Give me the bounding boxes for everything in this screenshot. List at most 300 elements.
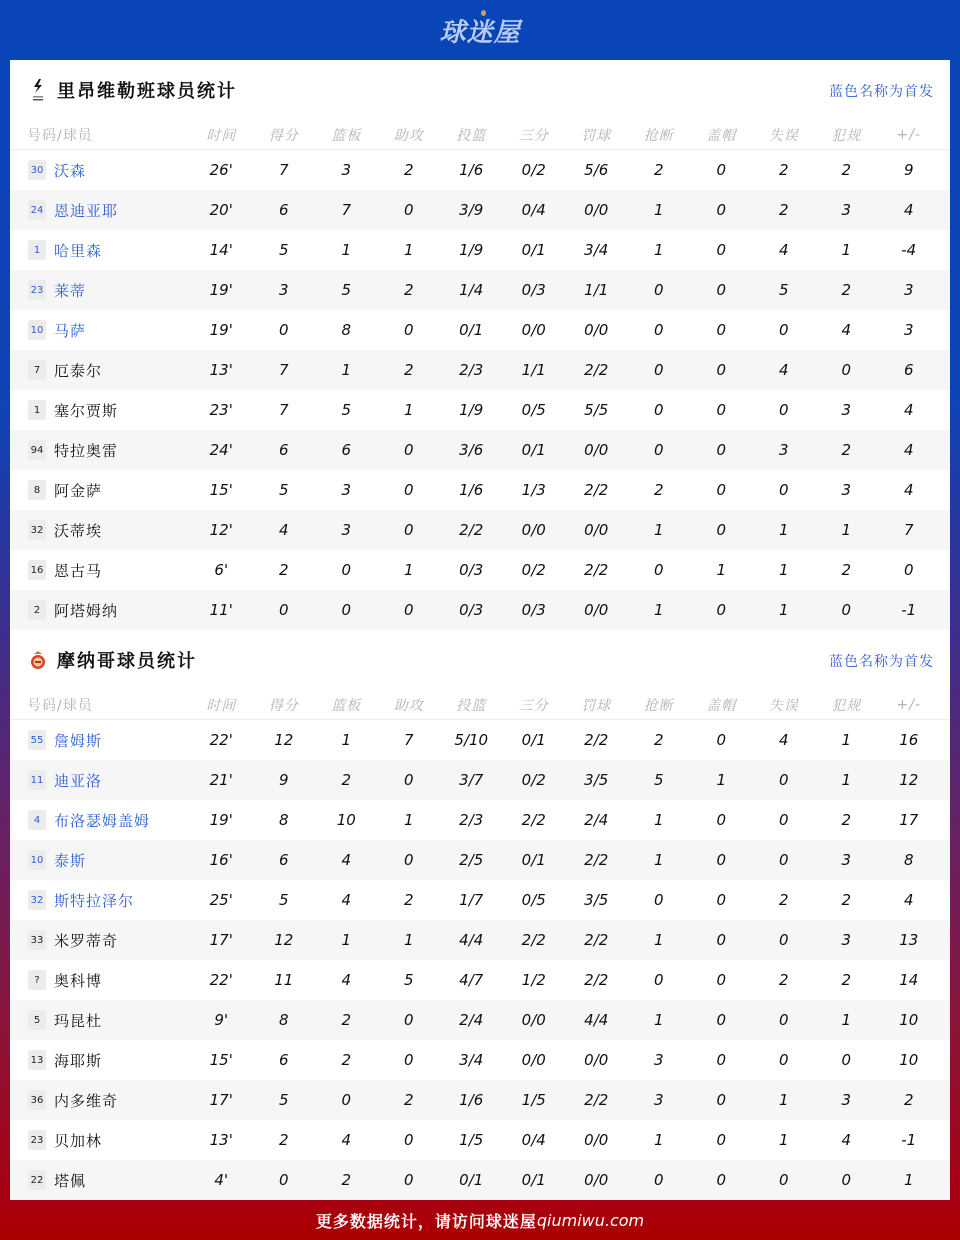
column-header-rebounds[interactable]: 篮板	[331, 697, 362, 714]
stat-minutes: 20'	[209, 201, 233, 219]
stat-steals: 1	[653, 851, 664, 869]
stat-plus-minus: 4	[903, 401, 914, 419]
column-header-blocks[interactable]: 盖帽	[706, 127, 737, 144]
stat-minutes: 13'	[209, 1131, 233, 1149]
stat-plus-minus: 4	[903, 891, 914, 909]
stat-turnovers: 2	[778, 891, 789, 909]
stat-points: 0	[278, 1171, 289, 1189]
stat-rebounds: 5	[341, 281, 352, 299]
player-name[interactable]: 哈里森	[54, 241, 103, 260]
stat-minutes: 15'	[209, 1051, 233, 1069]
stat-blocks: 0	[716, 601, 727, 619]
jersey-number-badge: 4	[28, 810, 46, 830]
player-name[interactable]: 迪亚洛	[54, 771, 103, 790]
player-row[interactable]	[10, 1120, 950, 1160]
player-name[interactable]: 莱蒂	[54, 281, 87, 300]
stat-fg: 1/6	[459, 161, 484, 179]
stat-assists: 0	[403, 1131, 414, 1149]
stat-turnovers: 3	[778, 441, 789, 459]
stat-plus-minus: 6	[903, 361, 914, 379]
stat-steals: 1	[653, 931, 664, 949]
stat-three-pt: 0/1	[521, 731, 546, 749]
stat-points: 2	[278, 561, 289, 579]
stat-fouls: 1	[841, 1011, 852, 1029]
player-cell	[10, 200, 190, 221]
stat-fouls: 4	[841, 1131, 852, 1149]
stat-plus-minus: 3	[903, 321, 914, 339]
stat-turnovers: 1	[778, 521, 789, 539]
column-header-fg[interactable]: 投篮	[456, 127, 487, 144]
column-header-fouls[interactable]: 犯规	[831, 127, 862, 144]
stat-points: 0	[278, 321, 289, 339]
column-header-player[interactable]: 号码/球员	[27, 127, 93, 144]
stat-three-pt: 1/5	[521, 1091, 546, 1109]
stat-assists: 1	[403, 931, 414, 949]
column-header-turnovers[interactable]: 失误	[768, 697, 799, 714]
player-row[interactable]	[10, 310, 950, 350]
stat-three-pt: 0/1	[521, 441, 546, 459]
player-row[interactable]	[10, 840, 950, 880]
column-header-steals[interactable]: 抢断	[643, 697, 674, 714]
column-header-rebounds[interactable]: 篮板	[331, 127, 362, 144]
qiumiwu-logo[interactable]	[439, 12, 520, 49]
jersey-number-badge: 33	[28, 930, 46, 950]
stat-blocks: 0	[716, 401, 727, 419]
stat-blocks: 0	[716, 481, 727, 499]
stat-ft: 2/2	[584, 931, 609, 949]
player-row[interactable]	[10, 510, 950, 550]
column-header-fg[interactable]: 投篮	[456, 697, 487, 714]
stat-fouls: 2	[841, 441, 852, 459]
stat-turnovers: 0	[778, 481, 789, 499]
stat-steals: 2	[653, 161, 664, 179]
stat-blocks: 0	[716, 281, 727, 299]
stats-panel	[10, 60, 950, 1200]
player-cell	[10, 400, 190, 421]
stat-fouls: 2	[841, 891, 852, 909]
jersey-number-badge: 30	[28, 160, 46, 180]
stat-blocks: 0	[716, 1011, 727, 1029]
stat-ft: 3/5	[584, 891, 609, 909]
site-header	[0, 0, 960, 60]
stat-fg: 1/6	[459, 481, 484, 499]
player-row[interactable]	[10, 960, 950, 1000]
stat-fouls: 2	[841, 561, 852, 579]
team-stats-section	[10, 630, 950, 1200]
column-header-minutes[interactable]: 时间	[206, 127, 237, 144]
player-name[interactable]: 马萨	[54, 321, 87, 340]
stat-assists: 2	[403, 281, 414, 299]
stat-blocks: 1	[716, 561, 727, 579]
asvel-logo-icon	[28, 78, 48, 102]
stat-points: 6	[278, 851, 289, 869]
player-name[interactable]: 詹姆斯	[54, 731, 103, 750]
stat-plus-minus: 8	[903, 851, 914, 869]
player-cell	[10, 440, 190, 461]
player-row[interactable]	[10, 230, 950, 270]
jersey-number-badge: 23	[28, 280, 46, 300]
player-name[interactable]: 海耶斯	[54, 1051, 103, 1070]
stat-points: 12	[274, 731, 294, 749]
player-name[interactable]: 厄泰尔	[54, 361, 103, 380]
stat-assists: 2	[403, 1091, 414, 1109]
stat-ft: 5/5	[584, 401, 609, 419]
stat-turnovers: 0	[778, 811, 789, 829]
stat-points: 11	[274, 971, 294, 989]
stat-fg: 3/4	[459, 1051, 484, 1069]
stat-steals: 1	[653, 1011, 664, 1029]
jersey-number-badge: 24	[28, 200, 46, 220]
team-name: 摩纳哥球员统计	[57, 651, 197, 672]
stat-assists: 0	[403, 201, 414, 219]
stat-blocks: 0	[716, 321, 727, 339]
stat-rebounds: 4	[341, 851, 352, 869]
player-name[interactable]: 玛昆杜	[54, 1011, 103, 1030]
stat-assists: 0	[403, 601, 414, 619]
stat-fouls: 3	[841, 1091, 852, 1109]
team-stats-section	[10, 60, 950, 630]
logo-text: 球迷屋	[439, 17, 521, 48]
stat-turnovers: 0	[778, 1171, 789, 1189]
stat-points: 8	[278, 1011, 289, 1029]
player-name[interactable]: 沃蒂埃	[54, 521, 103, 540]
stat-points: 7	[278, 361, 289, 379]
stat-steals: 3	[653, 1091, 664, 1109]
stat-assists: 1	[403, 561, 414, 579]
player-cell	[10, 1170, 190, 1191]
stat-turnovers: 0	[778, 1051, 789, 1069]
stat-plus-minus: 16	[899, 731, 919, 749]
stat-plus-minus: 4	[903, 481, 914, 499]
stat-steals: 1	[653, 811, 664, 829]
stat-blocks: 0	[716, 1131, 727, 1149]
player-name[interactable]: 内多维奇	[54, 1091, 119, 1110]
stat-points: 5	[278, 241, 289, 259]
stat-minutes: 17'	[209, 931, 233, 949]
stat-blocks: 0	[716, 241, 727, 259]
player-name[interactable]: 泰斯	[54, 851, 87, 870]
stat-ft: 3/4	[584, 241, 609, 259]
stat-plus-minus: 13	[899, 931, 919, 949]
stat-fg: 0/3	[459, 561, 484, 579]
column-header-assists[interactable]: 助攻	[393, 697, 424, 714]
player-name[interactable]: 特拉奥雷	[54, 441, 119, 460]
stat-blocks: 0	[716, 161, 727, 179]
stat-steals: 2	[653, 731, 664, 749]
stat-fg: 0/3	[459, 601, 484, 619]
column-header-minutes[interactable]: 时间	[206, 697, 237, 714]
stat-ft: 2/2	[584, 971, 609, 989]
stat-rebounds: 4	[341, 971, 352, 989]
player-row[interactable]	[10, 920, 950, 960]
player-name[interactable]: 贝加林	[54, 1131, 103, 1150]
player-cell	[10, 810, 190, 831]
stat-plus-minus: 9	[903, 161, 914, 179]
player-cell	[10, 480, 190, 501]
stat-steals: 3	[653, 1051, 664, 1069]
stat-assists: 2	[403, 361, 414, 379]
stat-ft: 2/4	[584, 811, 609, 829]
stat-points: 12	[274, 931, 294, 949]
stat-ft: 0/0	[584, 1171, 609, 1189]
player-row[interactable]	[10, 800, 950, 840]
player-row[interactable]	[10, 150, 950, 190]
stat-rebounds: 2	[341, 1011, 352, 1029]
stat-points: 9	[278, 771, 289, 789]
player-row[interactable]	[10, 550, 950, 590]
stat-minutes: 23'	[209, 401, 233, 419]
stat-fg: 4/7	[459, 971, 484, 989]
player-row[interactable]	[10, 430, 950, 470]
column-header-fouls[interactable]: 犯规	[831, 697, 862, 714]
jersey-number-badge: 23	[28, 1130, 46, 1150]
stat-minutes: 19'	[209, 281, 233, 299]
player-row[interactable]	[10, 760, 950, 800]
stat-rebounds: 3	[341, 481, 352, 499]
stat-assists: 0	[403, 1011, 414, 1029]
player-cell	[10, 520, 190, 541]
stat-assists: 1	[403, 401, 414, 419]
stat-three-pt: 0/3	[521, 601, 546, 619]
column-header-points[interactable]: 得分	[268, 127, 299, 144]
jersey-number-badge: 10	[28, 320, 46, 340]
stat-points: 0	[278, 601, 289, 619]
player-name[interactable]: 布洛瑟姆盖姆	[54, 811, 151, 830]
stat-minutes: 25'	[209, 891, 233, 909]
stat-rebounds: 7	[341, 201, 352, 219]
stat-turnovers: 0	[778, 321, 789, 339]
stat-steals: 0	[653, 561, 664, 579]
jersey-number-badge: 16	[28, 560, 46, 580]
stat-rebounds: 1	[341, 731, 352, 749]
player-row[interactable]	[10, 1000, 950, 1040]
stat-minutes: 19'	[209, 321, 233, 339]
stat-fg: 2/3	[459, 361, 484, 379]
stat-points: 6	[278, 201, 289, 219]
column-header-ft[interactable]: 罚球	[581, 127, 612, 144]
stat-three-pt: 0/2	[521, 771, 546, 789]
player-name[interactable]: 塔佩	[54, 1171, 87, 1190]
stat-turnovers: 1	[778, 1131, 789, 1149]
stat-minutes: 11'	[209, 601, 233, 619]
jersey-number-badge: 10	[28, 850, 46, 870]
starter-legend-note: 蓝色名称为首发	[829, 654, 934, 670]
stat-turnovers: 4	[778, 731, 789, 749]
stat-steals: 0	[653, 891, 664, 909]
stat-blocks: 0	[716, 1171, 727, 1189]
stat-points: 5	[278, 891, 289, 909]
stat-plus-minus: 4	[903, 441, 914, 459]
stat-fouls: 0	[841, 1051, 852, 1069]
stat-rebounds: 0	[341, 601, 352, 619]
stat-steals: 1	[653, 1131, 664, 1149]
footer-banner[interactable]	[0, 1200, 960, 1240]
column-header-turnovers[interactable]: 失误	[768, 127, 799, 144]
player-cell	[10, 1090, 190, 1111]
stat-plus-minus: 2	[903, 1091, 914, 1109]
player-row[interactable]	[10, 1160, 950, 1200]
jersey-number-badge: 1	[28, 400, 46, 420]
stat-turnovers: 4	[778, 241, 789, 259]
stat-fouls: 4	[841, 321, 852, 339]
column-header-assists[interactable]: 助攻	[393, 127, 424, 144]
stat-points: 6	[278, 1051, 289, 1069]
stat-three-pt: 0/5	[521, 401, 546, 419]
jersey-number-badge: 94	[28, 440, 46, 460]
jersey-number-badge: 22	[28, 1170, 46, 1190]
stat-steals: 0	[653, 401, 664, 419]
stat-fg: 1/9	[459, 241, 484, 259]
stat-points: 3	[278, 281, 289, 299]
stat-turnovers: 1	[778, 561, 789, 579]
player-row[interactable]	[10, 880, 950, 920]
stat-minutes: 22'	[209, 731, 233, 749]
stat-fouls: 3	[841, 401, 852, 419]
column-header-points[interactable]: 得分	[268, 697, 299, 714]
player-row[interactable]	[10, 720, 950, 760]
stat-ft: 0/0	[584, 601, 609, 619]
player-row[interactable]	[10, 1040, 950, 1080]
player-row[interactable]	[10, 270, 950, 310]
stat-fg: 1/5	[459, 1131, 484, 1149]
column-header-plus-minus[interactable]: +/-	[896, 126, 921, 143]
column-header-three-pt[interactable]: 三分	[518, 697, 549, 714]
stat-rebounds: 1	[341, 361, 352, 379]
jersey-number-badge: 5	[28, 1010, 46, 1030]
player-name[interactable]: 沃森	[54, 161, 87, 180]
stat-minutes: 19'	[209, 811, 233, 829]
player-row[interactable]	[10, 390, 950, 430]
player-cell	[10, 770, 190, 791]
stat-rebounds: 1	[341, 931, 352, 949]
stat-rebounds: 4	[341, 1131, 352, 1149]
player-row[interactable]	[10, 590, 950, 630]
stat-ft: 0/0	[584, 201, 609, 219]
column-header-plus-minus[interactable]: +/-	[896, 696, 921, 713]
stat-rebounds: 8	[341, 321, 352, 339]
column-header-three-pt[interactable]: 三分	[518, 127, 549, 144]
stat-fouls: 2	[841, 811, 852, 829]
player-name[interactable]: 米罗蒂奇	[54, 931, 119, 950]
stat-turnovers: 2	[778, 161, 789, 179]
stat-fouls: 0	[841, 1171, 852, 1189]
stat-ft: 0/0	[584, 321, 609, 339]
stat-rebounds: 4	[341, 891, 352, 909]
player-cell	[10, 970, 190, 991]
stat-blocks: 0	[716, 971, 727, 989]
stat-steals: 0	[653, 971, 664, 989]
player-name[interactable]: 斯特拉泽尔	[54, 891, 135, 910]
stat-assists: 0	[403, 481, 414, 499]
stat-three-pt: 1/2	[521, 971, 546, 989]
stat-three-pt: 0/0	[521, 521, 546, 539]
stat-three-pt: 0/1	[521, 1171, 546, 1189]
stat-minutes: 17'	[209, 1091, 233, 1109]
stat-blocks: 0	[716, 731, 727, 749]
stat-minutes: 13'	[209, 361, 233, 379]
player-name[interactable]: 奥科博	[54, 971, 103, 990]
stat-three-pt: 2/2	[521, 931, 546, 949]
column-header-blocks[interactable]: 盖帽	[706, 697, 737, 714]
stat-blocks: 0	[716, 1051, 727, 1069]
stat-assists: 2	[403, 891, 414, 909]
stat-assists: 5	[403, 971, 414, 989]
stat-fouls: 2	[841, 281, 852, 299]
player-cell	[10, 850, 190, 871]
stat-plus-minus: 17	[899, 811, 919, 829]
column-header-ft[interactable]: 罚球	[581, 697, 612, 714]
stat-minutes: 16'	[209, 851, 233, 869]
stat-fouls: 1	[841, 241, 852, 259]
stat-points: 2	[278, 1131, 289, 1149]
jersey-number-badge: 32	[28, 890, 46, 910]
stat-blocks: 0	[716, 521, 727, 539]
stat-minutes: 24'	[209, 441, 233, 459]
player-name[interactable]: 恩古马	[54, 561, 103, 580]
stat-rebounds: 5	[341, 401, 352, 419]
stat-blocks: 0	[716, 1091, 727, 1109]
player-cell	[10, 280, 190, 301]
stat-assists: 0	[403, 1171, 414, 1189]
jersey-number-badge: 36	[28, 1090, 46, 1110]
stat-rebounds: 6	[341, 441, 352, 459]
stat-fg: 0/1	[459, 321, 484, 339]
team-header	[10, 630, 950, 690]
team-title	[28, 647, 197, 673]
player-row[interactable]	[10, 470, 950, 510]
player-row[interactable]	[10, 1080, 950, 1120]
player-name[interactable]: 恩迪亚耶	[54, 201, 119, 220]
stat-points: 6	[278, 441, 289, 459]
stat-three-pt: 0/4	[521, 1131, 546, 1149]
stat-plus-minus: 3	[903, 281, 914, 299]
stat-three-pt: 0/3	[521, 281, 546, 299]
jersey-number-badge: 13	[28, 1050, 46, 1070]
footer-text: 更多数据统计，请访问球迷屋	[315, 1211, 537, 1231]
stat-turnovers: 4	[778, 361, 789, 379]
stat-turnovers: 2	[778, 201, 789, 219]
stat-steals: 0	[653, 281, 664, 299]
player-name[interactable]: 塞尔贾斯	[54, 401, 119, 420]
jersey-number-badge: 32	[28, 520, 46, 540]
player-row[interactable]	[10, 350, 950, 390]
player-name[interactable]: 阿塔姆纳	[54, 601, 119, 620]
player-row[interactable]	[10, 190, 950, 230]
stat-fouls: 3	[841, 851, 852, 869]
stat-ft: 3/5	[584, 771, 609, 789]
stat-assists: 1	[403, 241, 414, 259]
stat-turnovers: 0	[778, 1011, 789, 1029]
stat-three-pt: 1/1	[521, 361, 546, 379]
stat-points: 7	[278, 161, 289, 179]
stat-fg: 2/4	[459, 1011, 484, 1029]
stat-assists: 0	[403, 441, 414, 459]
stat-blocks: 0	[716, 891, 727, 909]
player-cell	[10, 560, 190, 581]
player-name[interactable]: 阿金萨	[54, 481, 103, 500]
player-cell	[10, 1050, 190, 1071]
stat-fg: 3/9	[459, 201, 484, 219]
stat-turnovers: 0	[778, 401, 789, 419]
stat-plus-minus: 4	[903, 201, 914, 219]
stat-assists: 7	[403, 731, 414, 749]
column-header-player[interactable]: 号码/球员	[27, 697, 93, 714]
footer-url[interactable]: qiumiwu.com	[536, 1210, 645, 1230]
stat-fg: 2/5	[459, 851, 484, 869]
stat-ft: 2/2	[584, 851, 609, 869]
stat-ft: 0/0	[584, 441, 609, 459]
column-header-steals[interactable]: 抢断	[643, 127, 674, 144]
